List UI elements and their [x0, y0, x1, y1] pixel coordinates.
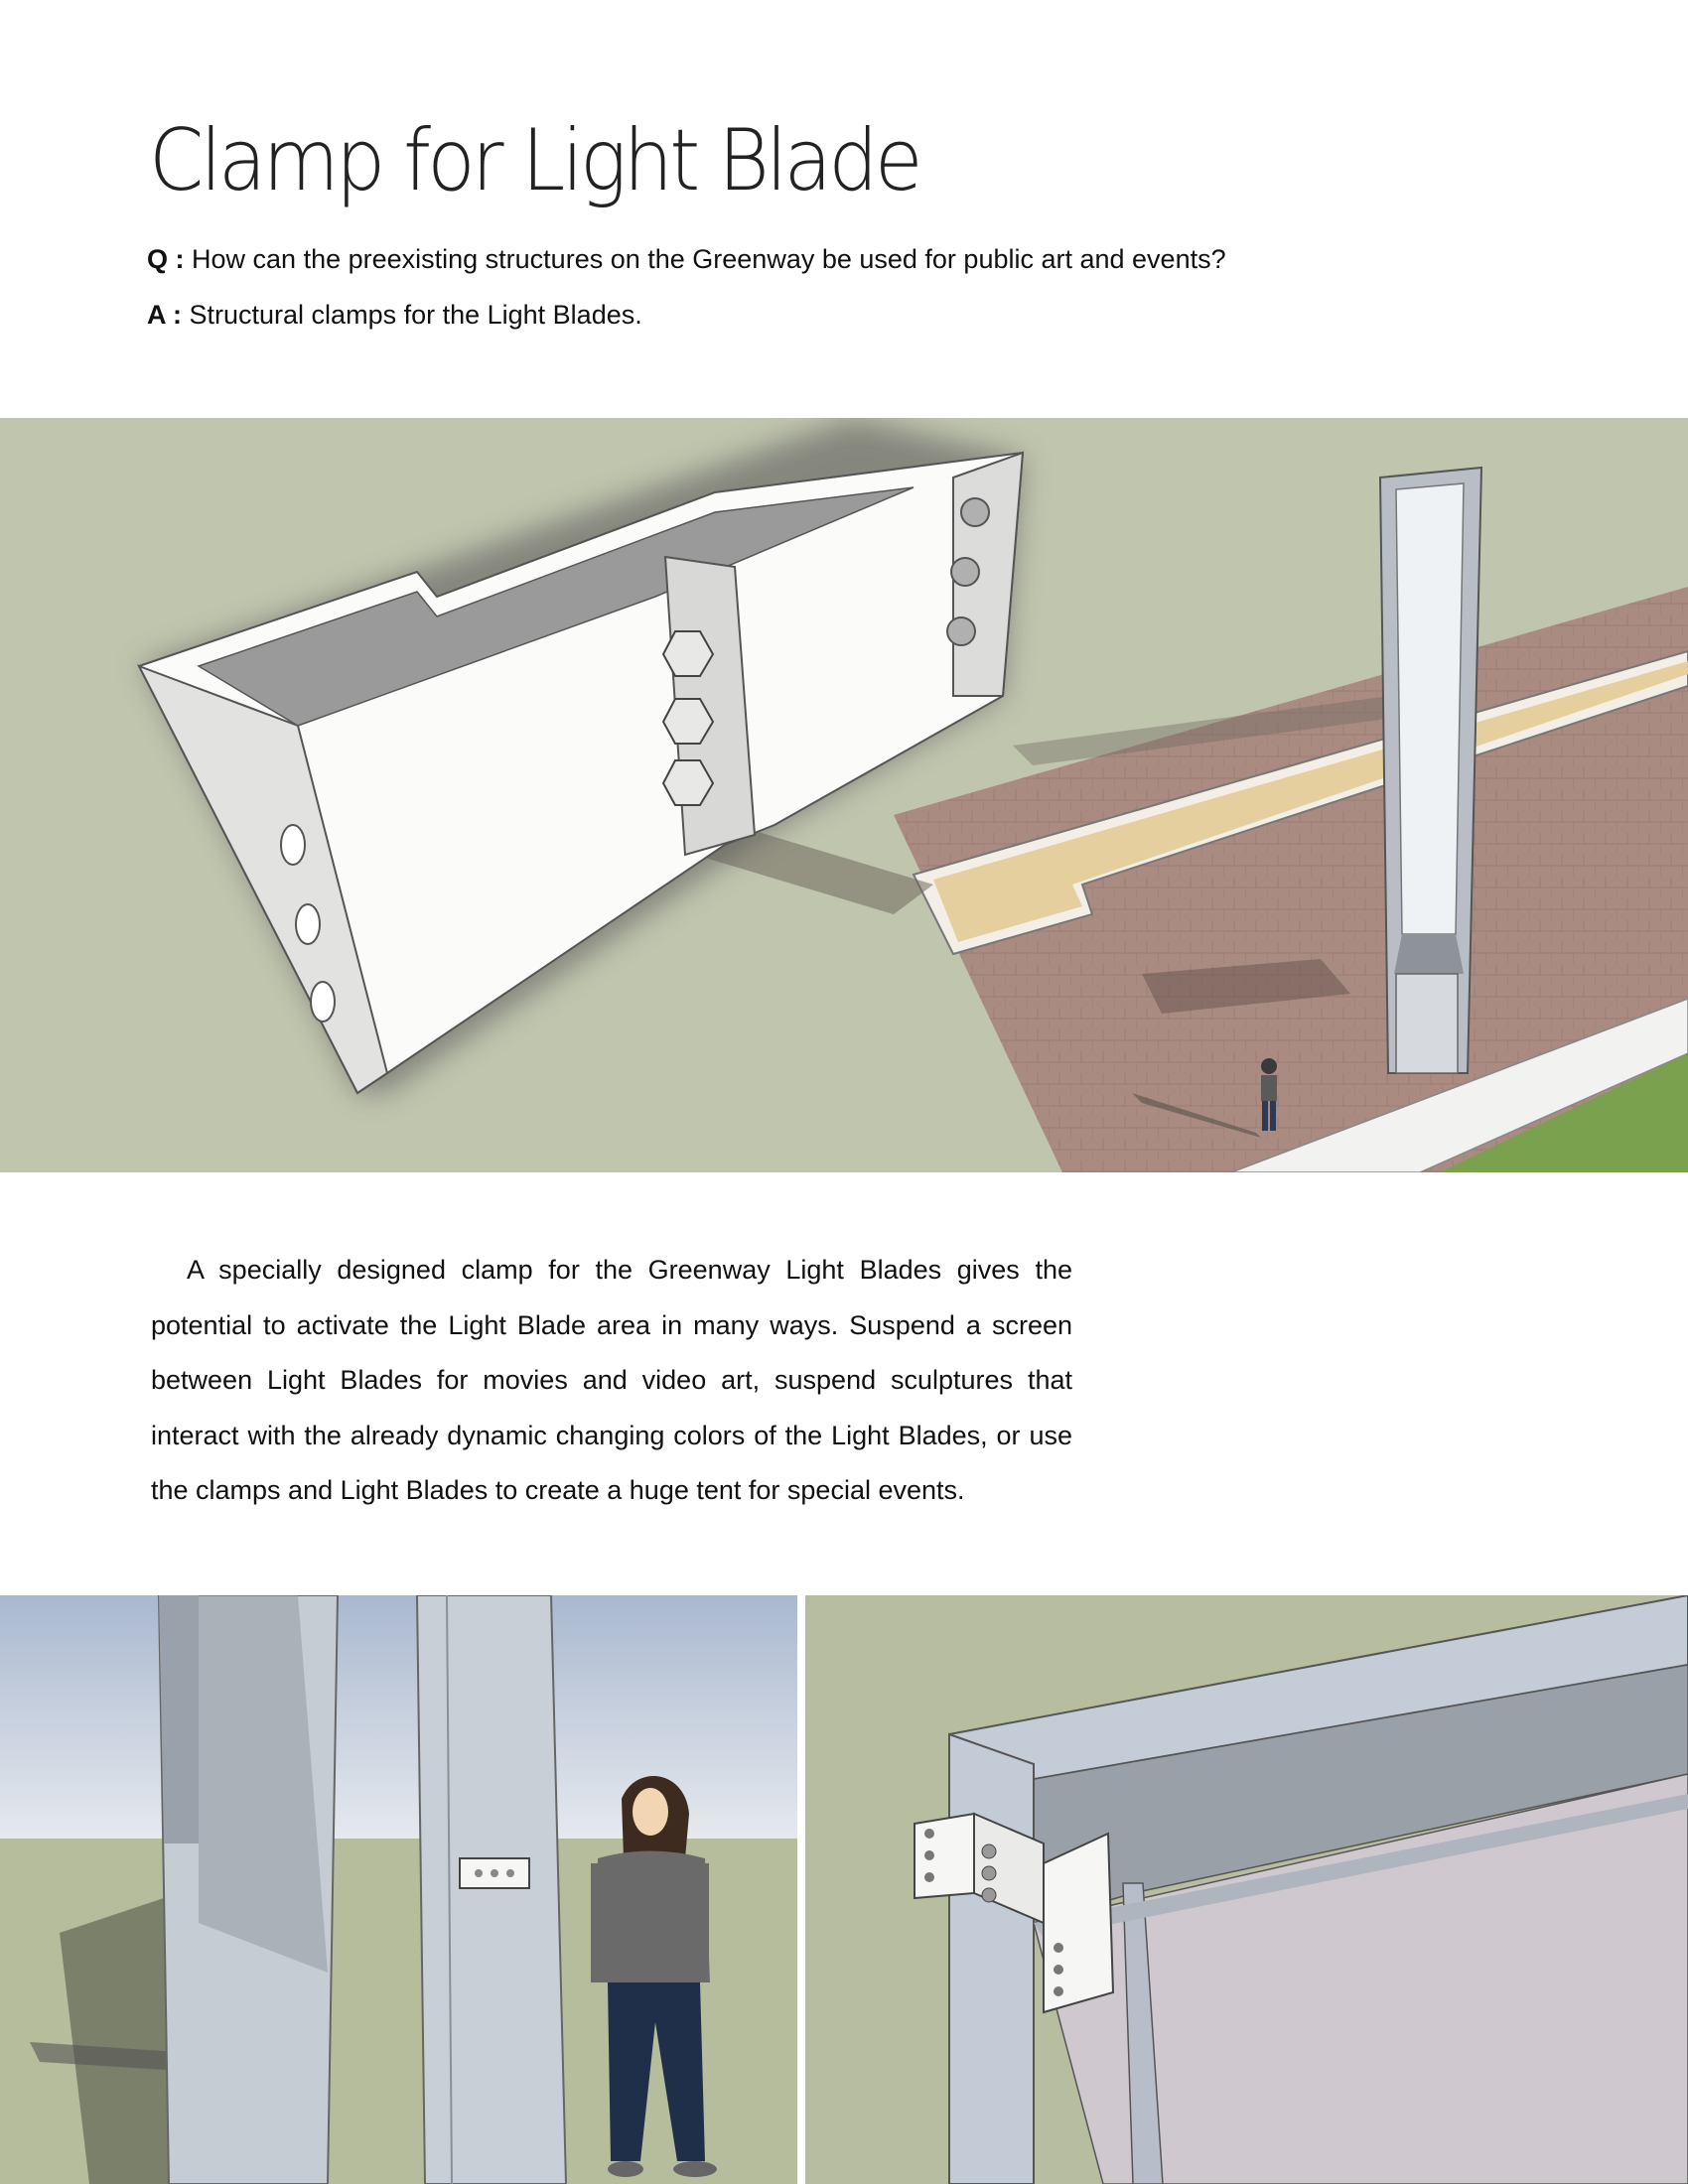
- body-paragraph: A specially designed clamp for the Greenway Light Blades gives the potential to activate the Light Blade area in many ways. Suspend a screen between Light Blades for movies and video art, suspend sculptures that interact with the already dynamic changing colors of the Light Blades, or use the clamps and Light Blades to create a huge tent for special events.: [151, 1255, 1072, 1505]
- clamp-rendering-main: [0, 418, 1688, 1172]
- blade-person-illustration: [0, 1595, 797, 2184]
- light-blade-right: [417, 1595, 566, 2184]
- page-title: Clamp for Light Blade: [149, 111, 919, 210]
- answer-text: Structural clamps for the Light Blades.: [189, 300, 642, 330]
- clamp-rendering-person: [0, 1595, 797, 2184]
- answer-line: [147, 300, 642, 331]
- question-label: Q :: [147, 244, 185, 274]
- clamp-closeup-illustration: [805, 1595, 1688, 2184]
- clamp-scene-illustration: [0, 418, 1688, 1172]
- answer-label: A :: [147, 300, 182, 330]
- question-text: How can the preexisting structures on the Greenway be used for public art and events?: [192, 244, 1226, 274]
- clamp-3d-model: [139, 453, 1023, 1093]
- question-line: [147, 244, 1226, 275]
- clamp-rendering-closeup: [805, 1595, 1688, 2184]
- blade-frame-side: [949, 1734, 1034, 2184]
